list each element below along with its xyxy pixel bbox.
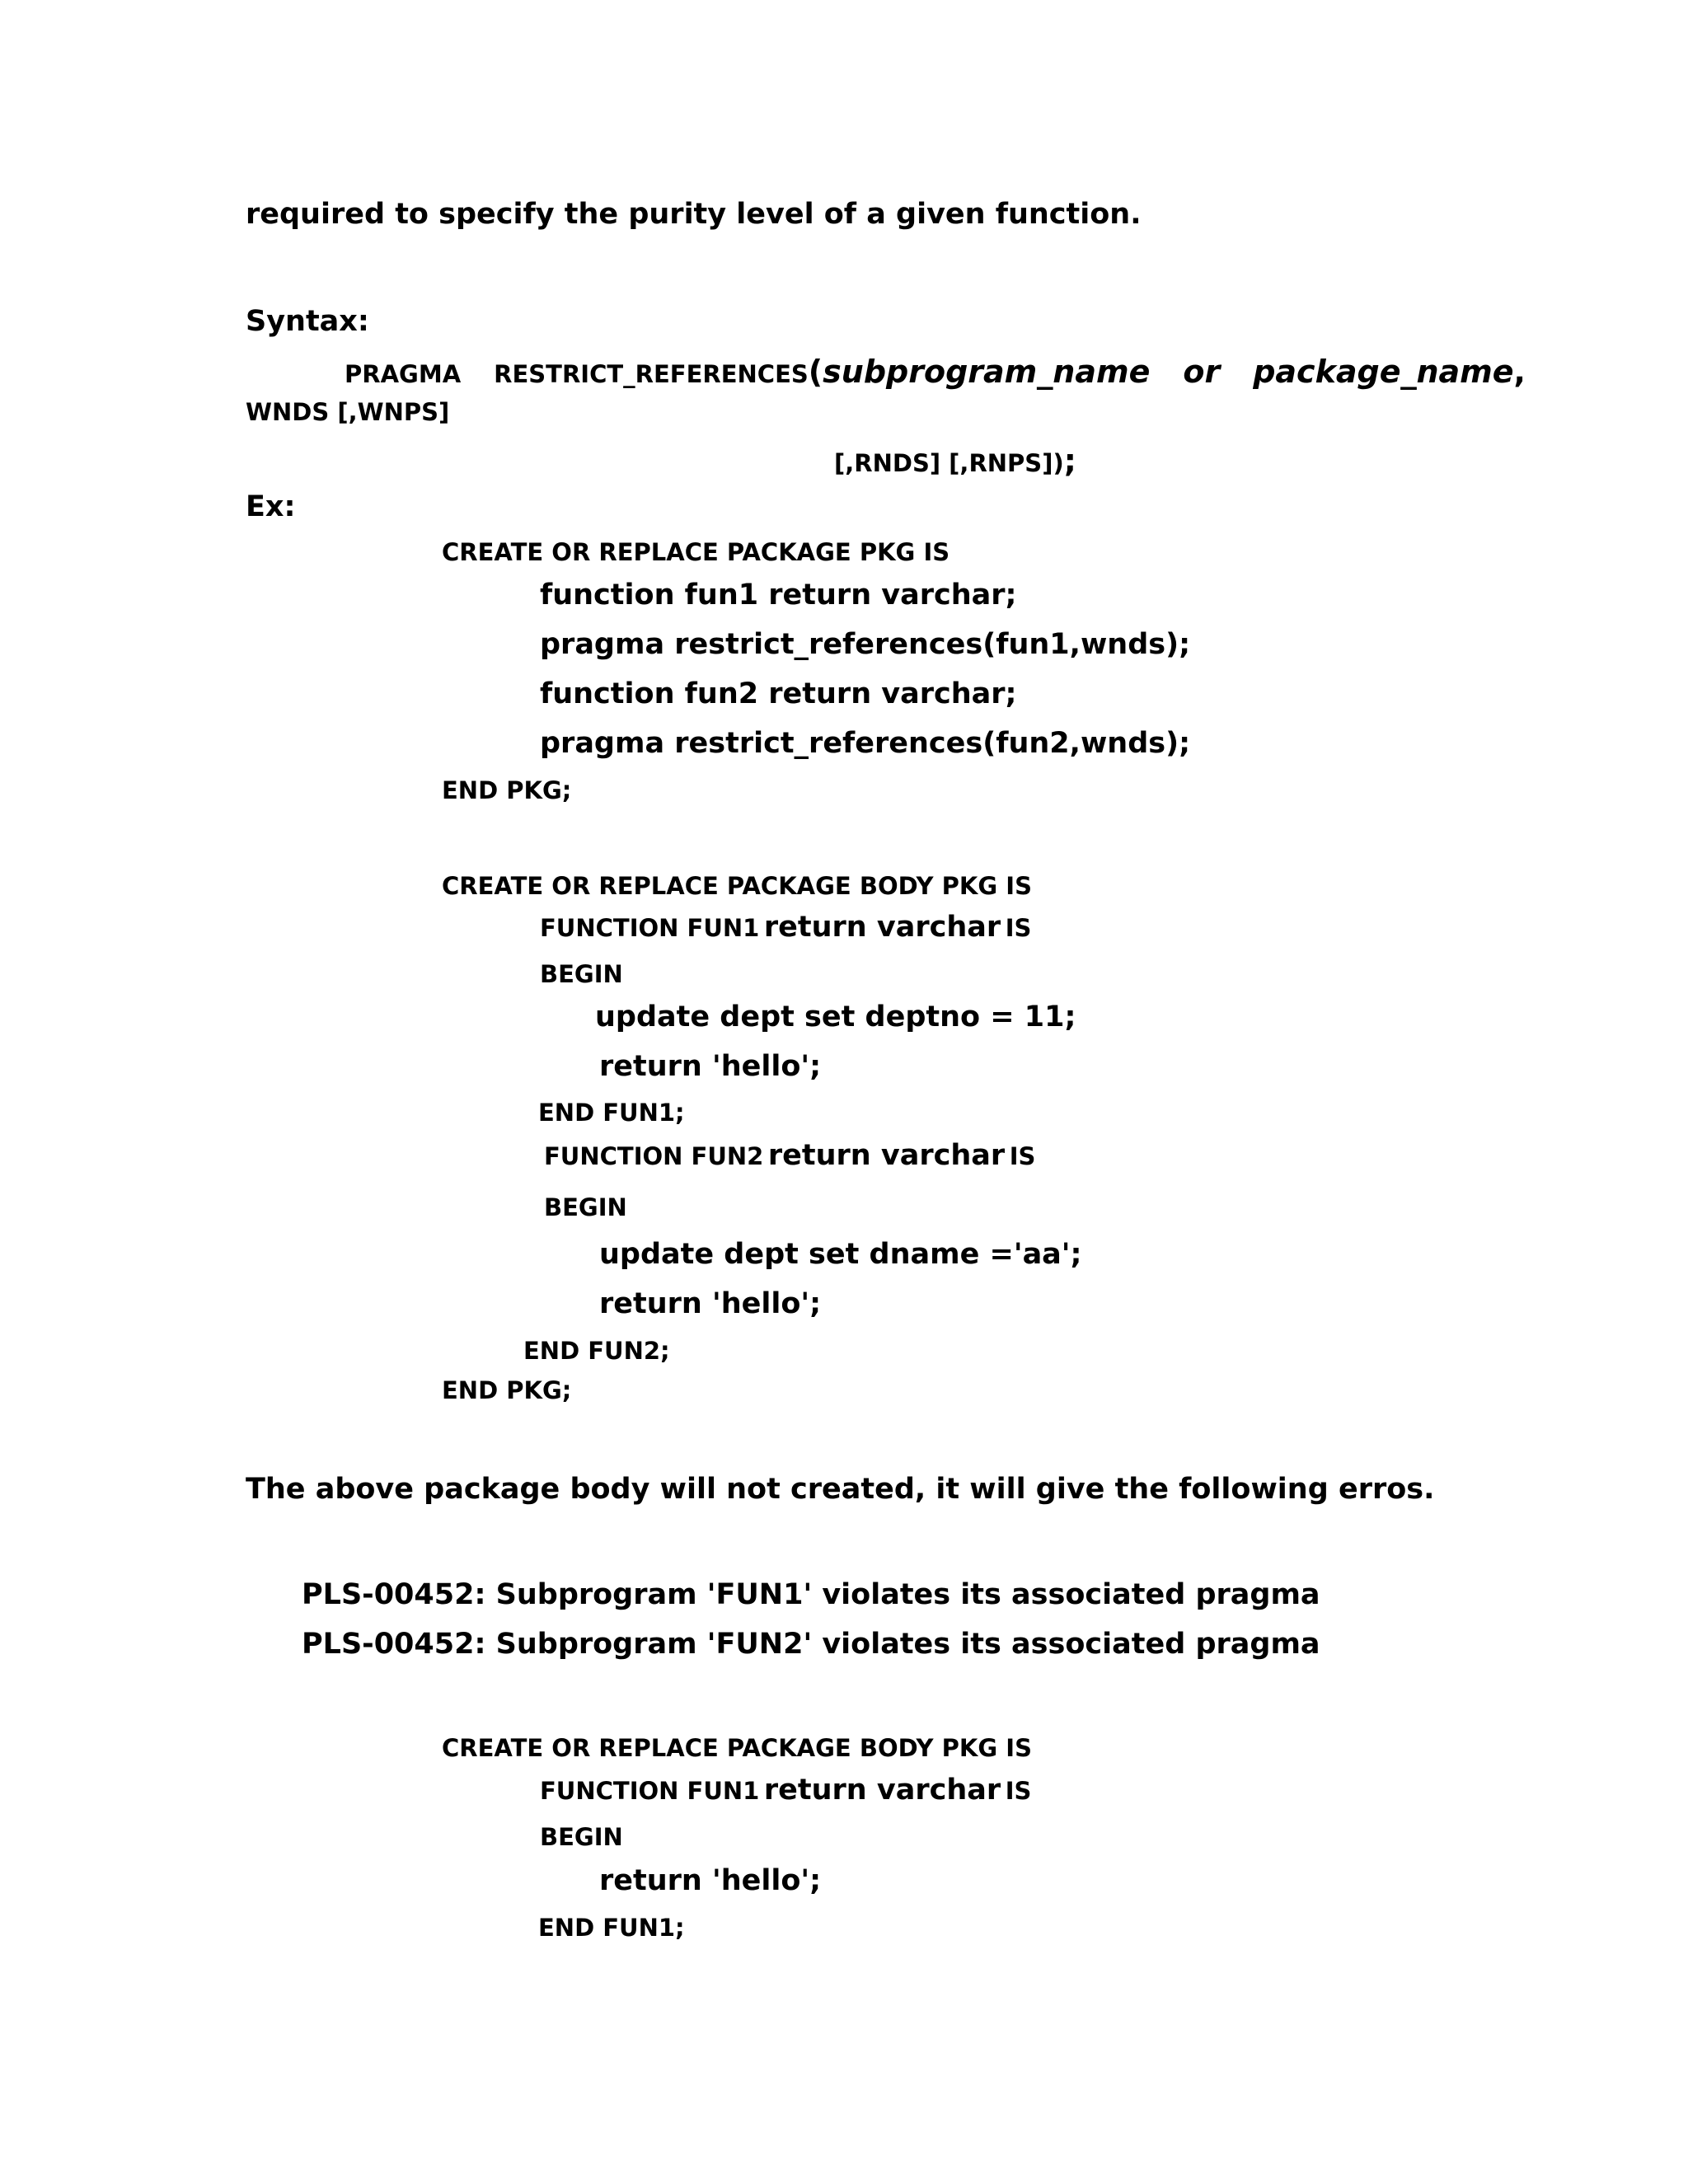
body1-fun2-stmt1: update dept set dname ='aa'; bbox=[599, 1238, 1082, 1271]
body2-fun1-keyword: FUNCTION FUN1 bbox=[540, 1777, 760, 1805]
syntax-line-3 bbox=[834, 443, 1076, 479]
spec-line-pragma1: pragma restrict_references(fun1,wnds); bbox=[540, 628, 1191, 661]
spec-line-fun1: function fun1 return varchar; bbox=[540, 579, 1017, 612]
or-keyword: or bbox=[1183, 354, 1221, 390]
body1-fun2-stmt2: return 'hello'; bbox=[599, 1287, 822, 1320]
error-line-fun1: PLS-00452: Subprogram 'FUN1' violates its associated pragma bbox=[302, 1578, 1320, 1611]
body2-stmt: return 'hello'; bbox=[599, 1864, 822, 1897]
body1-fun1-signature bbox=[540, 913, 1031, 942]
body2-fun1-signature bbox=[540, 1776, 1031, 1805]
body2-header: CREATE OR REPLACE PACKAGE BODY PKG IS bbox=[442, 1734, 1032, 1762]
arg-subprogram-name: subprogram_name bbox=[823, 354, 1151, 390]
intro-text: required to specify the purity level of a given function. bbox=[246, 198, 1142, 231]
body2-fun1-return: return varchar bbox=[763, 1774, 1001, 1807]
syntax-heading: Syntax: bbox=[246, 305, 369, 338]
spec-line-end: END PKG; bbox=[442, 776, 572, 804]
example-heading: Ex: bbox=[246, 490, 296, 523]
body1-fun2-signature bbox=[544, 1141, 1035, 1170]
body2-begin: BEGIN bbox=[540, 1823, 623, 1851]
body2-end: END FUN1; bbox=[538, 1914, 685, 1942]
body1-fun1-keyword: FUNCTION FUN1 bbox=[540, 914, 760, 942]
body1-fun2-end: END FUN2; bbox=[523, 1337, 670, 1365]
pragma-keyword: PRAGMA bbox=[345, 360, 462, 388]
body1-end: END PKG; bbox=[442, 1376, 572, 1404]
arg-package-name: package_name bbox=[1253, 354, 1514, 390]
body1-fun2-return: return varchar bbox=[767, 1139, 1006, 1172]
body1-header: CREATE OR REPLACE PACKAGE BODY PKG IS bbox=[442, 872, 1032, 900]
restrict-references-keyword: RESTRICT_REFERENCES bbox=[494, 360, 809, 388]
spec-line-fun2: function fun2 return varchar; bbox=[540, 677, 1017, 710]
open-paren: ( bbox=[808, 354, 823, 390]
comma: , bbox=[1513, 354, 1526, 390]
body1-begin1: BEGIN bbox=[540, 960, 623, 988]
body2-fun1-is: IS bbox=[1005, 1777, 1032, 1805]
body1-begin2: BEGIN bbox=[544, 1193, 627, 1221]
body1-fun2-keyword: FUNCTION FUN2 bbox=[544, 1142, 764, 1170]
error-line-fun2: PLS-00452: Subprogram 'FUN2' violates its associated pragma bbox=[302, 1628, 1320, 1661]
body1-fun1-stmt1: update dept set deptno = 11; bbox=[595, 1001, 1076, 1033]
syntax-line-3-semicolon: ; bbox=[1063, 443, 1076, 479]
body1-fun2-is: IS bbox=[1009, 1142, 1036, 1170]
spec-line-pragma2: pragma restrict_references(fun2,wnds); bbox=[540, 727, 1191, 760]
body1-fun1-stmt2: return 'hello'; bbox=[599, 1050, 822, 1083]
spec-line-create: CREATE OR REPLACE PACKAGE PKG IS bbox=[442, 538, 950, 566]
body1-fun1-end: END FUN1; bbox=[538, 1099, 685, 1127]
syntax-line-2: WNDS [,WNPS] bbox=[246, 398, 450, 426]
body1-fun1-is: IS bbox=[1005, 914, 1032, 942]
note-text: The above package body will not created, it will give the following erros. bbox=[246, 1473, 1435, 1506]
syntax-line-3-options: [,RNDS] [,RNPS]) bbox=[834, 449, 1064, 477]
syntax-line-1 bbox=[345, 354, 1526, 390]
body1-fun1-return: return varchar bbox=[763, 911, 1001, 944]
